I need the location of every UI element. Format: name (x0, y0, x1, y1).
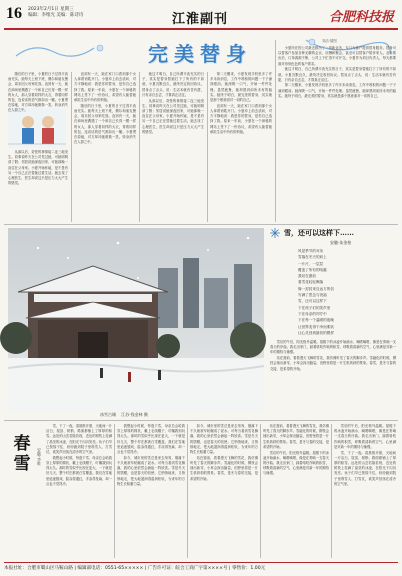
article-column-2 (74, 72, 136, 222)
column-3-text-b: 从那以后，奇怪的事情接二连三地发生。同事说昨天在公司见过她，可她明明请了假；邻居说她深夜回家，可她那晚一直住在父母家。小夏开始怀疑，是不是有另一个自己正在替她过着生活。她去找了心理医生，医生却说这只是压力太大产生的错觉。 (142, 98, 204, 134)
decorative-flourish-left (14, 38, 114, 62)
column-2-text: 直到有一天，她在家门口看到那个女人拿着钥匙开门。小夏冲上前去质问，对方平静地说：我是你的替身，是你自己选择了我。原来一年前，小夏在一个神秘的网站上签下了一份协议，希望有人能替她承担生活中所有的烦恼。 (74, 72, 136, 103)
article-column-5 (278, 46, 396, 222)
column-1b-text: 从那以后，奇怪的事情接二连三地发生。同事说昨天在公司见过她，可她明明请了假；邻居说她深夜回家，可她那晚一直住在父母家。小夏开始怀疑，是不是有另一个自己正在替她过着生活。她去找了心理医生，医生却说这只是压力太大产生的错觉。 (8, 150, 68, 186)
poem-side-text-body: 雪后的午后，阳光格外温暖。屋檐下的冰凌开始滴水，嘀嗒嘀嗒，像是在奏响一支春天的序曲。我走出家门，踩着咯吱作响的积雪，呼吸着清新的空气，心里满是对新一年的期待与憧憬。 (270, 340, 396, 355)
page-number: 16 (6, 5, 22, 22)
poem-line: 我站在窗前 (298, 274, 316, 279)
column-divider (139, 72, 140, 222)
essay-column-2 (117, 424, 185, 558)
essay-column-4-text-b: 雪后的午后，阳光格外温暖。屋檐下的冰凌开始滴水，嘀嗒嘀嗒，像是在奏响一支春天的序曲。我走出家门，踩着咯吱作响的积雪，呼吸着清新的空气，心里满是对新一年的期待与憧憬。 (263, 450, 329, 476)
essay-column-1-text: 雪，下了一夜。清晨推开窗，天地间一片洁白，屋顶、树梢、路面都铺上了厚厚的积雪。远处的山峦若隐若现，近处的树枝上挂满了晶莹的冰凌，在阳光下闪闪发亮。孩子们早已按捺不住，纷纷跑到院子里堆雪人、打雪仗，欢笑声回荡在清冷的空气里。 (46, 424, 112, 455)
poem-lines (298, 248, 334, 336)
column-divider (71, 72, 72, 222)
column-3-text: 她这才明白，自己所谓平淡充实的日子，其实是替身替她扛下了所有的不如意。小夏沉默良久，最终决定收回协议。替身点了点头，说：生活本就有苦有甜，只有亲自去尝，才算真正活过。 (142, 72, 204, 97)
column-divider (187, 424, 188, 558)
column-divider (275, 40, 276, 222)
essay-column-4 (263, 424, 329, 558)
essay-column-5 (334, 424, 396, 558)
article-title-banner (120, 38, 280, 68)
section-divider (4, 420, 398, 421)
essay-title (10, 434, 34, 474)
photo-caption-title: 冰雪古城 (100, 412, 116, 417)
snow-city-photo (8, 228, 264, 412)
page-footer: 本报社址：合肥市蜀山区马鞍山路 | 编辑部电话：0551-65××××× | 广告许可证：皖合工商广字第××××号 | 零售价：1.00元 (4, 562, 398, 574)
column-2-text-b: 随后的日子里，小夏的日子过得平淡而充实。她每天上班下班，偶尔和朋友聚会，周末回父母家吃饭。直到有一天，她在商场里偶遇了一个和自己长得一模一样的女人，那人穿着同样的大衣，背着同样的包，连说话的语气都如出一辙。小夏愣在原地，对方却冲她微微一笑，转身消失在人群之中。 (74, 103, 136, 145)
poem-line: 风是季节的耳朵 (298, 249, 324, 253)
essay-column-2-text-b: 如今，城市里的雪总是来去匆匆，刚落下不久就被车轮碾成了泥水。可每当看到雪花飘落，我的心里依然会涌起一阵欣喜。雪是冬天的馈赠，也是春天的信使。它悄悄地来，又悄悄地走，把大地滋润得湿润松软，为来年的万物生长积蓄力量。 (117, 455, 185, 486)
article-column-1b (8, 150, 68, 222)
section-divider (4, 224, 398, 225)
page-header (4, 4, 398, 30)
poem-line: 雪，还可以这样下 (298, 299, 327, 304)
poem-line: 看雪花轻轻飘落 (298, 280, 324, 285)
article-column-1 (8, 72, 68, 113)
column-divider (331, 424, 332, 558)
poem-line: 一片片，一层层 (298, 261, 324, 266)
column-4-text-b: 直到有一天，她在家门口看到那个女人拿着钥匙开门。小夏冲上前去质问，对方平静地说：我是你的替身，是你自己选择了我。原来一年前，小夏在一个神秘的网站上签下了一份协议，希望有人能替她承担生活中所有的烦恼。 (210, 103, 272, 134)
essay-column-3-text: 如今，城市里的雪总是来去匆匆，刚落下不久就被车轮碾成了泥水。可每当看到雪花飘落，我的心里依然会涌起一阵欣喜。雪是冬天的馈赠，也是春天的信使。它悄悄地来，又悄悄地走，把大地滋润得湿润松软，为来年的万物生长积蓄力量。 (190, 424, 258, 455)
essay-author: 安徽·李维 (37, 448, 42, 466)
poem-line: 下在母亲的叮咛中 (298, 311, 327, 316)
essay-title-char-2: 雪 (13, 454, 31, 474)
article-column-4 (210, 72, 272, 222)
poem-line: 让世界变得干净而柔软 (298, 324, 334, 329)
issue-editors: 编辑：李维光 美编：陈诗诗 (28, 13, 84, 18)
photo-credit: 江苏·钱金林 摄 (121, 412, 148, 417)
poem-line: 像一封封来自远方的信 (298, 286, 334, 291)
editor-credit: 刘洁·插图 (322, 39, 337, 43)
essay-column-4-text: 站在窗前，看着漫天飞舞的雪花，我仿佛听见了春天的脚步声。雪融化的时候，柳枝会抽出新芽，小草会探出脑袋，田野里将是一片生机勃勃的景象。春雪，是冬与春的交接，是希望的开始。 (263, 424, 329, 449)
article-title: 完美替身 (148, 42, 252, 66)
poem-line: 下在每一个温暖的夜晚 (298, 318, 334, 323)
column-5-text-b: 她这才明白，自己所谓平淡充实的日子，其实是替身替她扛下了所有的不如意。小夏沉默良久，最终决定收回协议。替身点了点头，说：生活本就有苦有甜，只有亲自去尝，才算真正活过。 (278, 67, 396, 82)
poem-side-text (270, 340, 396, 414)
issue-info (28, 7, 108, 19)
column-4-text: 第二天醒来，小夏发现手机里多了许多未读消息，工作中堆积的问题一下子涌到眼前。她深吸一口气，开始一件件处理。虽然疲惫，她却感到前所未有的踏实。她终于明白，最完美的替身，其实就是那个愿意面对一切的自己。 (210, 72, 272, 103)
article-column-3 (142, 72, 204, 222)
poem-line: 让心灵回到最初的模样 (298, 330, 334, 335)
column-5-text: 小夏所在的公司最近推出了一项新业务，专门为客户提供替身服务。替身可以替客户参加各种无聊的会议、应酬和聚会，甚至可以替客户陪伴家人。业务推出后，订单源源不断，公司上下忙得不可开交。小夏作为项目负责人，每天都要面对形形色色的客户需求。 (278, 46, 396, 66)
essay-column-1-text-b: 我想起小时候，每逢下雪，母亲总会给我穿上厚厚的棉袄，戴上毛线帽子，叮嘱我别玩得太久。那时的雪似乎比现在更大，一下就是好几天，整个村庄都被白雪覆盖。我们在雪地里追逐嬉戏，脸冻得通红，手冻得发麻，却一点也不觉得冷。 (46, 455, 112, 486)
snowflake-icon (270, 228, 280, 238)
column-divider (114, 424, 115, 558)
poem-line: 雪落在冬天的肩上 (298, 255, 327, 260)
poem-line: 写满了思念与祝福 (298, 293, 327, 298)
essay-column-5-text: 雪后的午后，阳光格外温暖。屋檐下的冰凌开始滴水，嘀嗒嘀嗒，像是在奏响一支春天的序曲。我走出家门，踩着咯吱作响的积雪，呼吸着清新的空气，心里满是对新一年的期待与憧憬。 (334, 424, 396, 449)
poem-line: 下在孩子们的笑声里 (298, 305, 331, 310)
photo-caption (100, 412, 148, 418)
essay-column-1 (46, 424, 112, 558)
paper-logo: 合肥科技报 (328, 10, 394, 25)
essay-column-5-text-b: 雪，下了一夜。清晨推开窗，天地间一片洁白，屋顶、树梢、路面都铺上了厚厚的积雪。远处的山峦若隐若现，近处的树枝上挂满了晶莹的冰凌，在阳光下闪闪发亮。孩子们早已按捺不住，纷纷跑到院子里堆雪人、打雪仗，欢笑声回荡在清冷的空气里。 (334, 450, 396, 486)
column-1-text: 随后的日子里，小夏的日子过得平淡而充实。她每天上班下班，偶尔和朋友聚会，周末回父母家吃饭。直到有一天，她在商场里偶遇了一个和自己长得一模一样的女人，那人穿着同样的大衣，背着同样的包，连说话的语气都如出一辙。小夏愣在原地，对方却冲她微微一笑，转身消失在人群之中。 (8, 72, 68, 113)
essay-column-3-text-b: 站在窗前，看着漫天飞舞的雪花，我仿佛听见了春天的脚步声。雪融化的时候，柳枝会抽出新芽，小草会探出脑袋，田野里将是一片生机勃勃的景象。春雪，是冬与春的交接，是希望的开始。 (190, 455, 258, 481)
section-name: 江淮副刊 (172, 12, 229, 27)
essay-column-2-text: 我想起小时候，每逢下雪，母亲总会给我穿上厚厚的棉袄，戴上毛线帽子，叮嘱我别玩得太久。那时的雪似乎比现在更大，一下就是好几天，整个村庄都被白雪覆盖。我们在雪地里追逐嬉戏，脸冻得通红，手冻得发麻，却一点也不觉得冷。 (117, 424, 185, 455)
story-illustration (8, 108, 66, 148)
essay-column-3 (190, 424, 258, 558)
poem-author: 安徽·朱金柏 (330, 240, 352, 245)
column-divider (207, 72, 208, 222)
column-divider (260, 424, 261, 558)
issue-date: 2023年2月1日 星期三 (28, 7, 74, 12)
poem-title: 雪，还可以这样下…… (284, 228, 354, 237)
essay-title-char-1: 春 (13, 434, 31, 454)
column-5-text-c: 第二天醒来，小夏发现手机里多了许多未读消息，工作中堆积的问题一下子涌到眼前。她深吸一口气，开始一件件处理。虽然疲惫，她却感到前所未有的踏实。她终于明白，最完美的替身，其实就是那个愿意面对一切的自己。 (278, 83, 396, 98)
poem-block (268, 228, 396, 338)
poem-line: 覆盖了所有的喧嚣 (298, 267, 327, 272)
poem-side-text-body-b: 站在窗前，看着漫天飞舞的雪花，我仿佛听见了春天的脚步声。雪融化的时候，柳枝会抽出新芽，小草会探出脑袋，田野里将是一片生机勃勃的景象。春雪，是冬与春的交接，是希望的开始。 (270, 356, 396, 371)
